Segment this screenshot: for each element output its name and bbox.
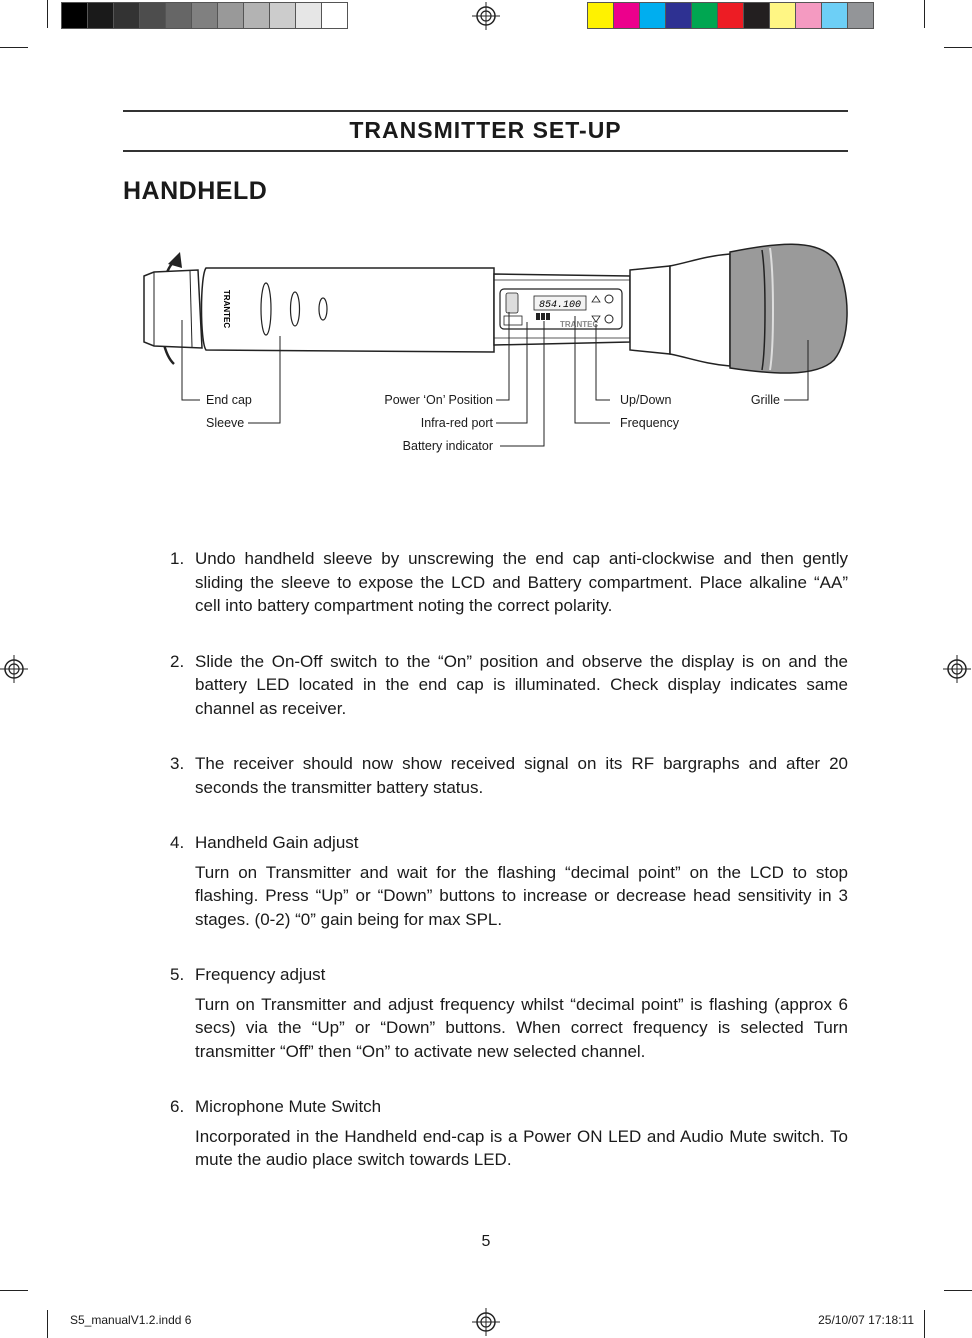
callout-sleeve: Sleeve (206, 416, 245, 430)
crop-mark-top-right-h (944, 47, 972, 48)
setup-step (170, 1095, 848, 1172)
gray-swatch (243, 2, 270, 29)
crop-mark-top-left-h (0, 47, 28, 48)
step-heading: Handheld Gain adjust (195, 833, 359, 852)
up-button (605, 295, 613, 303)
callout-power-on: Power ‘On’ Position (384, 393, 493, 407)
gray-swatch (113, 2, 140, 29)
panel-brand-text: TRANTEC (560, 320, 599, 329)
registration-mark-right-icon (943, 655, 971, 683)
page-number: 5 (481, 1233, 491, 1250)
gray-swatch (61, 2, 88, 29)
power-switch-icon (506, 293, 518, 313)
step-number: 2. (170, 651, 185, 671)
step-text: Turn on Transmitter and wait for the flashing “decimal point” on the LCD to stop flashing. Press “Up” or “Down” buttons to increase or decrease head sensitivity in 3 stages. (0-2) “0” gain being for max SPL. (195, 862, 848, 929)
callout-grille: Grille (750, 393, 780, 407)
crop-mark-top-right-v (924, 0, 925, 28)
gray-swatch-bar (62, 2, 348, 30)
step-number: 3. (170, 754, 185, 773)
neck-ring (630, 266, 670, 354)
lcd-readout: 854.100 (538, 300, 582, 311)
callout-updown: Up/Down (620, 393, 672, 407)
footer-timestamp: 25/10/07 17:18:11 (818, 1313, 914, 1327)
color-swatch (691, 2, 718, 29)
crop-mark-bottom-right-h (944, 1290, 972, 1291)
sleeve-shape (202, 268, 495, 352)
color-swatch (769, 2, 796, 29)
step-heading: Frequency adjust (195, 965, 326, 984)
setup-step (170, 547, 848, 618)
step-number: 4. (170, 833, 185, 852)
gray-swatch (321, 2, 348, 29)
callout-end-cap: End cap (206, 393, 252, 407)
color-swatch (847, 2, 874, 29)
title-rule-bottom (123, 150, 848, 152)
crop-mark-top-left-v (47, 0, 48, 28)
color-swatch (821, 2, 848, 29)
step-heading: Microphone Mute Switch (195, 1097, 382, 1116)
end-cap-shape (144, 270, 202, 348)
registration-mark-left-icon (0, 655, 28, 683)
handheld-diagram (130, 236, 860, 461)
step-text: Undo handheld sleeve by unscrewing the end cap anti-clockwise and then gently sliding the sleeve to expose the LCD and Battery compartment. Place alkaline “AA” cell into battery compartment noting the correct polarity. (195, 549, 848, 615)
setup-step (170, 752, 848, 799)
setup-steps-list (170, 547, 848, 1204)
gray-swatch (269, 2, 296, 29)
setup-step (170, 963, 848, 1063)
registration-mark-top-icon (472, 2, 500, 30)
setup-step (170, 650, 848, 721)
callout-infrared: Infra-red port (420, 416, 493, 430)
page-title: TRANSMITTER SET-UP (349, 117, 622, 143)
step-text: The receiver should now show received signal on its RF bargraphs and after 20 seconds the transmitter battery status. (195, 754, 848, 797)
step-text: Slide the On-Off switch to the “On” position and observe the display is on and the battery LED located in the end cap is illuminated. Check display indicates same channel as receiver. (195, 651, 848, 718)
setup-step (170, 831, 848, 931)
gray-swatch (217, 2, 244, 29)
infrared-port-icon (504, 316, 522, 325)
gray-swatch (191, 2, 218, 29)
crop-mark-bottom-right-v (924, 1310, 925, 1338)
gray-swatch (87, 2, 114, 29)
down-button (605, 315, 613, 323)
callout-battery: Battery indicator (402, 439, 493, 453)
gray-swatch (139, 2, 166, 29)
head-collar (670, 254, 730, 366)
grille-shape (730, 244, 847, 373)
color-swatch (743, 2, 770, 29)
callout-frequency: Frequency (620, 416, 680, 430)
step-number: 6. (170, 1097, 185, 1116)
gray-swatch (295, 2, 322, 29)
step-number: 5. (170, 965, 185, 984)
color-swatch (639, 2, 666, 29)
title-rule-top (123, 110, 848, 112)
crop-mark-bottom-left-h (0, 1290, 28, 1291)
crop-mark-bottom-left-v (47, 1310, 48, 1338)
step-number: 1. (170, 549, 185, 568)
gray-swatch (165, 2, 192, 29)
step-text: Turn on Transmitter and adjust frequency whilst “decimal point” is flashing (approx 6 secs) via the “Up” or “Down” buttons. When correct frequency is selected Turn transmitter “Off” then “On” to activate new selected channel. (195, 994, 848, 1061)
color-swatch (665, 2, 692, 29)
step-text: Incorporated in the Handheld end-cap is a Power ON LED and Audio Mute switch. To mute the audio place switch towards LED. (195, 1126, 848, 1169)
color-swatch (613, 2, 640, 29)
color-swatch (587, 2, 614, 29)
section-heading: HANDHELD (123, 177, 268, 205)
sleeve-brand-text: TRANTEC (222, 289, 231, 329)
footer-file-name: S5_manualV1.2.indd 6 (70, 1313, 192, 1327)
color-swatch-bar (588, 2, 874, 30)
color-swatch (795, 2, 822, 29)
registration-mark-bottom-icon (472, 1308, 500, 1336)
color-swatch (717, 2, 744, 29)
